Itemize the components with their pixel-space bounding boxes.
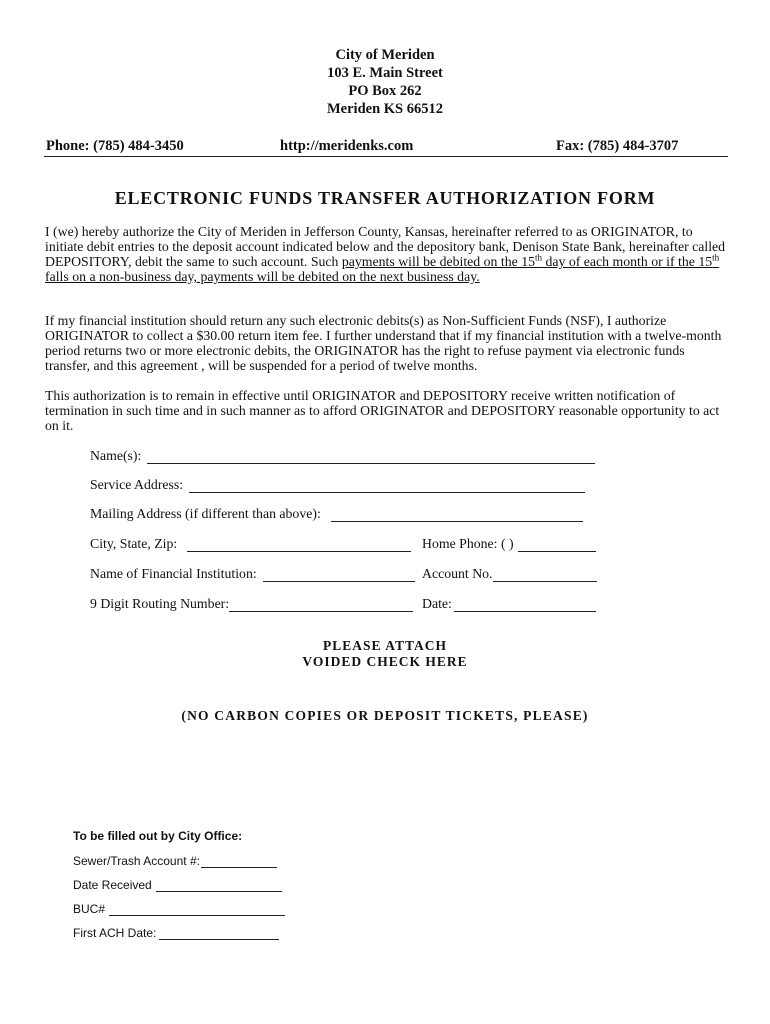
routing-number-field <box>90 596 413 612</box>
service-address-field <box>90 477 585 493</box>
sewer-trash-account-input[interactable] <box>201 856 277 868</box>
phone-number: Phone: (785) 484-3450 <box>46 138 184 154</box>
account-number-label: Account No. <box>422 566 493 581</box>
po-box: PO Box 262 <box>348 83 422 99</box>
buc-label: BUC# <box>73 902 106 916</box>
financial-institution-input[interactable] <box>263 569 415 582</box>
letterhead <box>0 46 770 118</box>
names-input[interactable] <box>147 451 595 464</box>
date-received-input[interactable] <box>156 880 282 892</box>
account-number-input[interactable] <box>493 569 597 582</box>
account-number-field <box>422 566 597 582</box>
buc-field <box>73 902 285 916</box>
names-field <box>90 448 595 464</box>
no-carbon-notice: (NO CARBON COPIES OR DEPOSIT TICKETS, PLEASE) <box>181 708 589 723</box>
financial-institution-label: Name of Financial Institution: <box>90 566 257 581</box>
home-phone-label: Home Phone: ( ) <box>422 536 514 551</box>
date-input[interactable] <box>454 599 596 612</box>
service-address-label: Service Address: <box>90 477 184 492</box>
org-name: City of Meriden <box>335 47 435 63</box>
authorization-paragraph <box>45 224 730 284</box>
date-received-field <box>73 878 282 892</box>
form-title: ELECTRONIC FUNDS TRANSFER AUTHORIZATION FORM <box>114 188 656 208</box>
contact-row <box>44 138 728 157</box>
city-state-zip-header: Meriden KS 66512 <box>327 101 443 117</box>
buc-input[interactable] <box>109 904 285 916</box>
street-address: 103 E. Main Street <box>327 65 443 81</box>
nsf-paragraph: If my financial institution should return any such electronic debits(s) as Non-Sufficient Funds (NSF), I authorize ORIGINATOR to collect a $30.00 return item fee. I further understand that if my financial institution with a twelve-month period returns two or more electronic debits, the ORIGINATOR has the right to refuse payment via electronic funds transfer, and this agreement , will be suspended for a period of twelve months. <box>45 313 722 373</box>
mailing-address-input[interactable] <box>331 509 583 522</box>
home-phone-input[interactable] <box>518 539 596 552</box>
first-ach-date-field <box>73 926 279 940</box>
first-ach-date-label: First ACH Date: <box>73 926 157 940</box>
date-field <box>422 596 596 612</box>
office-use-title: To be filled out by City Office: <box>73 829 243 843</box>
routing-number-input[interactable] <box>229 599 413 612</box>
names-label: Name(s): <box>90 448 142 463</box>
date-received-label: Date Received <box>73 878 152 892</box>
attach-line-1: PLEASE ATTACH <box>323 638 447 653</box>
financial-institution-field <box>90 566 415 582</box>
website-link[interactable]: http://meridenks.com <box>280 138 414 154</box>
sewer-trash-account-field <box>73 854 277 868</box>
city-state-zip-input[interactable] <box>187 539 411 552</box>
mailing-address-field <box>90 506 583 522</box>
termination-paragraph: This authorization is to remain in effective until ORIGINATOR and DEPOSITORY receive written notification of termination in such time and in such manner as to afford ORIGINATOR and DEPOSITORY reasonable opportunity to act on it. <box>45 388 720 433</box>
routing-number-label: 9 Digit Routing Number: <box>90 596 230 611</box>
mailing-address-label: Mailing Address (if different than above): <box>90 506 321 521</box>
city-state-zip-field <box>90 536 411 552</box>
attach-line-2: VOIDED CHECK HERE <box>302 654 468 669</box>
attach-check-notice <box>0 638 770 670</box>
first-ach-date-input[interactable] <box>159 928 279 940</box>
sewer-trash-account-label: Sewer/Trash Account #: <box>73 854 200 868</box>
payment-date-text: payments will be debited on the 15th day of each month or if the 15th falls on a non-business day, payments will be debited on the next business day. <box>45 252 720 284</box>
date-label: Date: <box>422 596 452 611</box>
authorization-text: I (we) hereby authorize the City of Meriden in Jefferson County, Kansas, hereinafter referred to as ORIGINATOR, to initiate debit entries to the deposit account indicated below and the depository bank, Denison State Bank, hereinafter called DEPOSITORY, debit the same to such account. Such <box>45 224 726 269</box>
service-address-input[interactable] <box>189 480 585 493</box>
home-phone-field <box>422 536 596 552</box>
fax-number: Fax: (785) 484-3707 <box>556 138 679 154</box>
city-state-zip-label: City, State, Zip: <box>90 536 178 551</box>
